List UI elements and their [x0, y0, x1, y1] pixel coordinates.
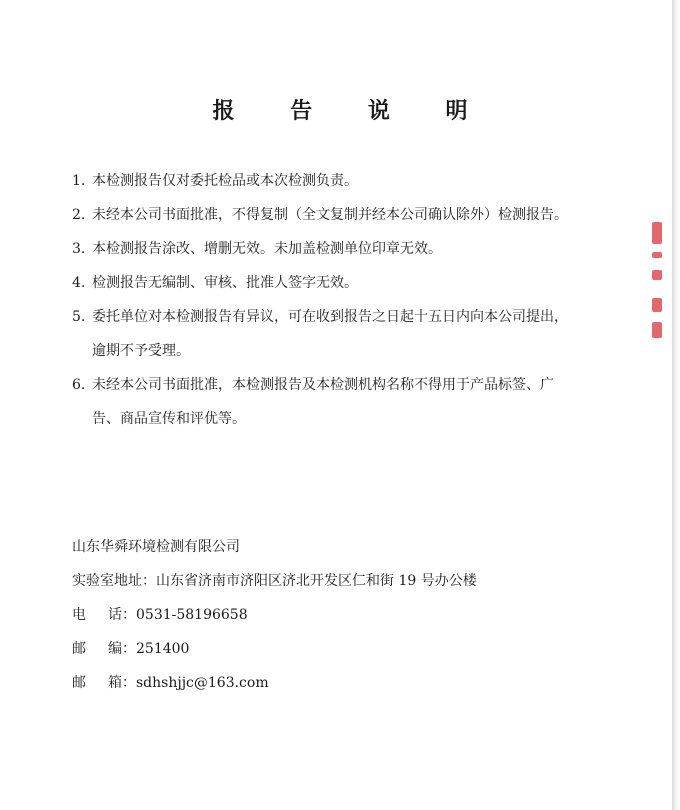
phone-label	[72, 598, 136, 632]
note-item	[72, 368, 632, 436]
note-number: 2.	[72, 207, 86, 223]
postcode-label	[72, 632, 136, 666]
seal-fragment	[652, 270, 662, 280]
email-row	[72, 666, 652, 700]
email-label-char: 邮	[72, 675, 86, 691]
note-text: 检测报告无编制、审核、批准人签字无效。	[92, 275, 358, 291]
address-label: 实验室地址：	[72, 573, 156, 589]
note-number: 5.	[72, 309, 86, 325]
phone-value: 0531-58196658	[136, 607, 248, 623]
email-label	[72, 666, 136, 700]
note-text: 未经本公司书面批准，不得复制（全文复制并经本公司确认除外）检测报告。	[92, 207, 568, 223]
address-row	[72, 564, 652, 598]
company-info	[72, 530, 652, 700]
note-number: 4.	[72, 275, 86, 291]
company-name: 山东华舜环境检测有限公司	[72, 539, 240, 555]
postcode-label-char: 邮	[72, 641, 86, 657]
email-value: sdhshjjc@163.com	[136, 675, 269, 691]
note-item	[72, 266, 632, 300]
postcode-value: 251400	[136, 641, 190, 657]
page-edge-shadow	[672, 0, 680, 810]
seal-fragment	[652, 322, 662, 338]
phone-label-char: 话：	[108, 607, 136, 623]
note-text-continued: 逾期不予受理。	[92, 343, 190, 359]
note-text-continued: 告、商品宣传和评优等。	[92, 411, 246, 427]
postcode-label-char: 编：	[108, 641, 136, 657]
note-item	[72, 232, 632, 266]
note-number: 3.	[72, 241, 86, 257]
email-label-char: 箱：	[108, 675, 136, 691]
phone-label-char: 电	[72, 607, 86, 623]
seal-fragment	[652, 298, 662, 312]
note-item	[72, 164, 632, 198]
page-title: 报 告 说 明	[212, 98, 492, 124]
seal-fragment	[652, 252, 662, 258]
postcode-row	[72, 632, 652, 666]
note-text: 本检测报告涂改、增删无效。未加盖检测单位印章无效。	[92, 241, 442, 257]
address-value: 山东省济南市济阳区济北开发区仁和街 19 号办公楼	[156, 573, 477, 589]
seal-fragment	[652, 222, 662, 244]
note-item	[72, 300, 632, 368]
note-text: 本检测报告仅对委托检品或本次检测负责。	[92, 173, 358, 189]
notes-list	[72, 164, 632, 436]
note-number: 6.	[72, 377, 86, 393]
note-text: 未经本公司书面批准，本检测报告及本检测机构名称不得用于产品标签、广	[92, 377, 554, 393]
phone-row	[72, 598, 652, 632]
note-number: 1.	[72, 173, 86, 189]
company-name-row	[72, 530, 652, 564]
note-item	[72, 198, 632, 232]
note-text: 委托单位对本检测报告有异议，可在收到报告之日起十五日内向本公司提出，	[92, 309, 568, 325]
